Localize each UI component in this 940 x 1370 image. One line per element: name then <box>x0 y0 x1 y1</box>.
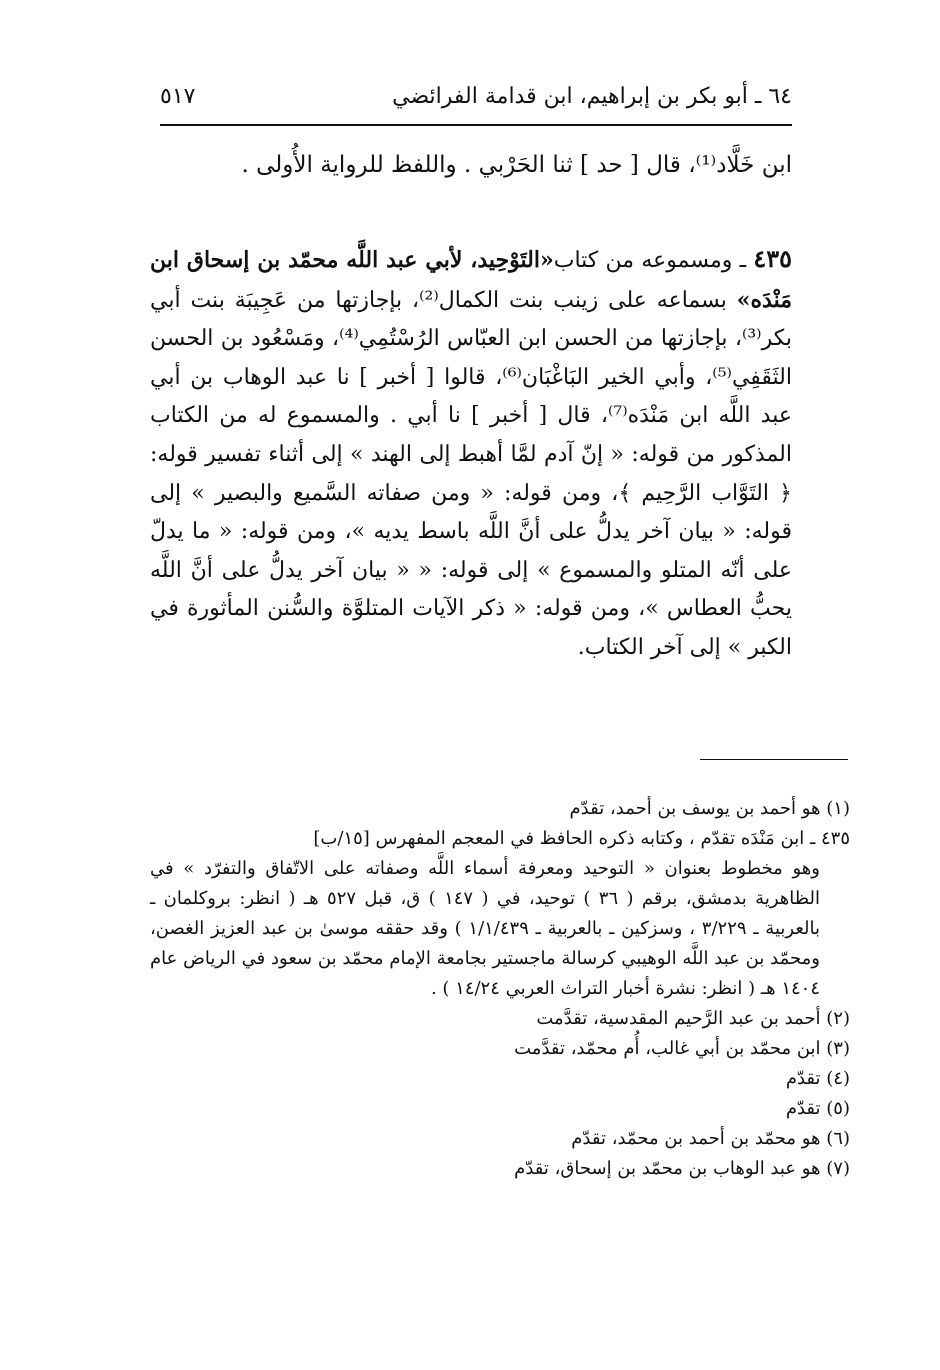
entry-intro: ومسموعه من كتاب <box>553 248 733 273</box>
book-title: «التَوْحِيد، لأبي عبد اللَّه محمّد بن إسحاق ابن مَنْدَه» <box>150 247 793 313</box>
footnote-3: (٣) ابن محمّد بن أبي غالب، أُم محمّد، تقدَّمت <box>514 1038 850 1059</box>
entry-435 <box>150 240 792 668</box>
carry-over-line: ابن خَلَّاد⁽¹⁾، قال [ حد ] ثنا الحَرْبي . واللفظ للرواية الأُولى . <box>241 152 792 178</box>
entry-dash: ـ <box>732 248 754 273</box>
footnote-4: (٤) تقدّم <box>785 1068 850 1089</box>
footnote-6: (٦) هو محمّد بن أحمد بن محمّد، تقدّم <box>571 1128 850 1149</box>
footnote-rule <box>700 759 848 760</box>
page-number: ٥١٧ <box>160 84 196 109</box>
footnote-5: (٥) تقدّم <box>785 1098 850 1119</box>
footnote-7: (٧) هو عبد الوهاب بن محمّد بن إسحاق، تقدّم <box>514 1158 850 1179</box>
entry-number: ٤٣٥ <box>753 244 792 273</box>
running-title: ٦٤ ـ أبو بكر بن إبراهيم، ابن قدامة الفرائضي <box>392 84 792 109</box>
entry-body: بسماعه على زينب بنت الكمال⁽²⁾، بإجازتها من عَجِيبَة بنت أبي بكر⁽³⁾، بإجازتها من الحسن ابن العبّاس الرُسْتُمِي⁽⁴⁾، ومَسْعُود بن الحسن الثَقَفِي⁽⁵⁾، وأبي الخير البَاغْبَان⁽⁶⁾، قالوا [ أخبر ] نا عبد الوهاب بن أبي عبد اللَّه ابن مَنْدَه⁽⁷⁾، قال [ أخبر ] نا أبي . والمسموع له من الكتاب المذكور من قوله: « إنّ آدم لمَّا أهبط إلى الهند » إلى أثناء تفسير قوله: ﴿ التَوَّاب الرَّحِيم ﴾، ومن قوله: « ومن صفاته السَّميع والبصير » إلى قوله: « بيان آخر يدلُّ على أنَّ اللَّه باسط يديه »، ومن قوله: « ما يدلّ على أنّه المتلو والمسموع » إلى قوله: « « بيان آخر يدلُّ على أنَّ اللَّه يحبُّ العطاس »، ومن قوله: « ذكر الآيات المتلوَّة والسُّنن المأثورة في الكبر » إلى آخر الكتاب. <box>150 287 792 660</box>
page-header <box>160 84 792 124</box>
footnote-2: (٢) أحمد بن عبد الرَّحيم المقدسية، تقدَّمت <box>536 1008 850 1029</box>
footnotes <box>150 794 850 1184</box>
footnote-435-first-line: ٤٣٥ ـ ابن مَنْدَه تقدّم ، وكتابه ذكره الحافظ في المعجم المفهرس [١٥/ب] <box>313 828 850 849</box>
footnote-1: (١) هو أحمد بن يوسف بن أحمد، تقدّم <box>569 798 850 819</box>
footnote-435-body: وهو مخطوط بعنوان « التوحيد ومعرفة أسماء اللَّه وصفاته على الاتّفاق والتفرّد » في الظاهرية بدمشق، برقم ( ٣٦ ) توحيد، في ( ١٤٧ ) ق، قبل ٥٢٧ هـ ( انظر: بروكلمان ـ بالعربية ـ ٣/٢٢٩ ، وسزكين ـ بالعربية ـ ١/١/٤٣٩ ) وقد حققه موسىٰ بن عبد العزيز الغصن، ومحمّد بن عبد اللَّه الوهيبي كرسالة ماجستير بجامعة الإمام محمّد بن سعود في الرياض عام ١٤٠٤ هـ ( انظر: نشرة أخبار التراث العربي ١٤/٢٤ ) . <box>150 858 821 999</box>
header-rule <box>160 124 792 126</box>
